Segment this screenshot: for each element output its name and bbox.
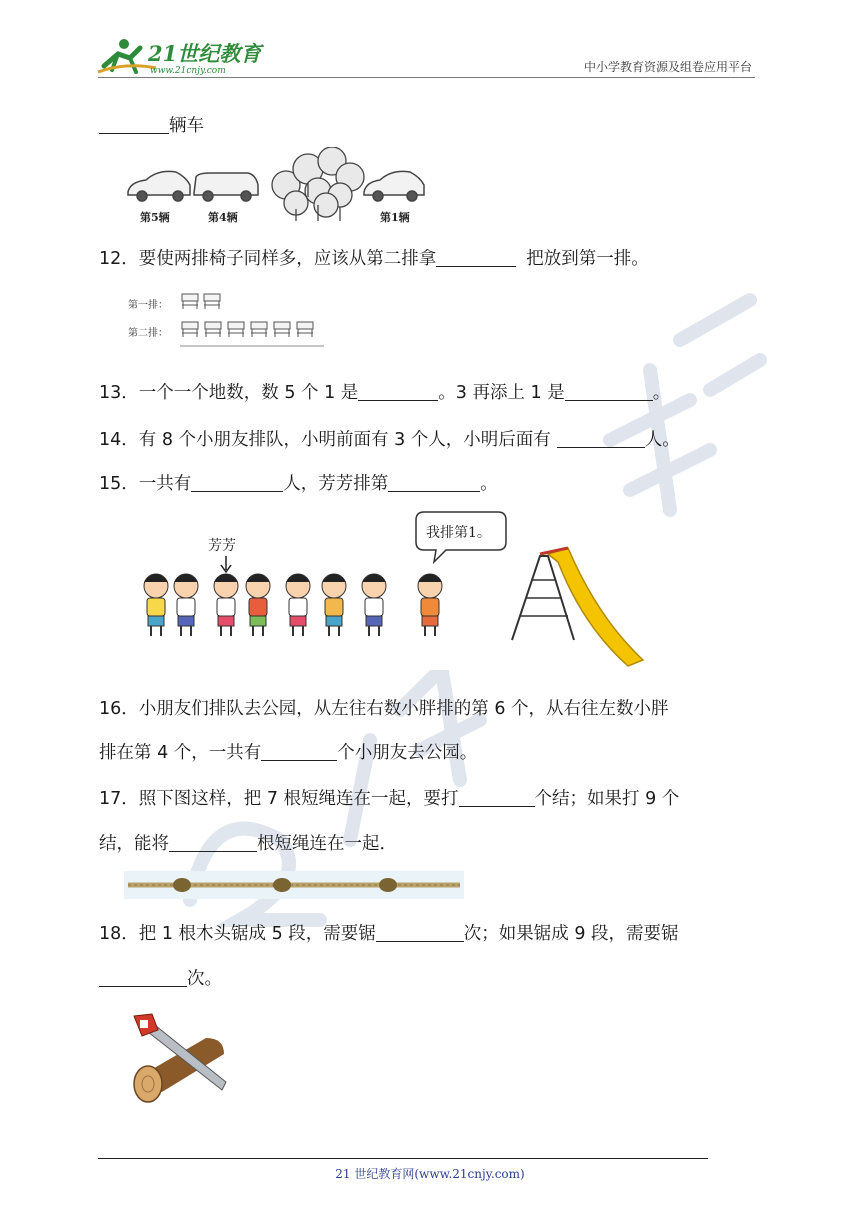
q14-blank[interactable] (557, 429, 645, 448)
header-right-text: 中小学教育资源及组卷应用平台 (583, 60, 752, 74)
chair-icon (182, 294, 198, 309)
q18-text-after: 次。 (187, 969, 222, 989)
q17-blank-2[interactable] (169, 833, 257, 852)
trees-icon (272, 147, 364, 221)
chair-icon (182, 322, 198, 337)
footer-divider (98, 1158, 708, 1159)
chair-icon (205, 322, 221, 337)
q18-blank-2[interactable] (99, 968, 187, 987)
car-icon (364, 171, 424, 201)
q15-text-middle: 人，芳芳排第 (283, 474, 389, 494)
row-label: 第二排： (128, 328, 168, 339)
q16-line-1: 16．小朋友们排队去公园，从左往右数小胖排的第 6 个，从右往左数小胖 (99, 699, 669, 719)
row-label: 第一排： (128, 300, 168, 311)
q18-line-2 (99, 967, 222, 991)
speech-text: 我排第1。 (426, 525, 491, 541)
q17-text-2: 结，能将 (99, 834, 169, 854)
q13-text-after: 。 (652, 383, 671, 403)
q17-text: 17．照下图这样，把 7 根短绳连在一起，要打 (99, 789, 459, 809)
knot-icon (273, 878, 291, 892)
q16-blank[interactable] (261, 742, 337, 761)
car-label: 第4辆 (208, 211, 238, 224)
q13-blank-1[interactable] (358, 382, 438, 401)
chair-icon (228, 322, 244, 337)
chair-icon (251, 322, 267, 337)
q12-text-after: 把放到第一排。 (526, 249, 649, 269)
q17-blank-1[interactable] (459, 788, 535, 807)
q15-line (99, 472, 498, 496)
q15-blank-1[interactable] (191, 473, 283, 492)
q13-blank-2[interactable] (565, 382, 653, 401)
q13-text-middle: 。3 再添上 1 是 (438, 383, 565, 403)
q15-blank-2[interactable] (388, 473, 480, 492)
q14-text-after: 人。 (644, 430, 680, 450)
saw-log-figure (128, 1010, 228, 1106)
chair-row-2 (182, 322, 313, 337)
header-divider (98, 77, 755, 78)
cars-figure (118, 147, 438, 227)
q14-line (99, 428, 680, 452)
q17-line-1 (99, 787, 679, 811)
q12-blank[interactable] (436, 248, 516, 267)
queue-figure (128, 508, 658, 670)
van-icon (194, 173, 258, 201)
q12-text: 12．要使两排椅子同样多，应该从第二排拿 (99, 249, 437, 269)
q18-text-middle: 次；如果锯成 9 段，需要锯 (463, 924, 679, 944)
q13-text: 13．一个一个地数，数 5 个 1 是 (99, 383, 359, 403)
q13-line (99, 381, 670, 405)
q16-line-2 (99, 741, 477, 765)
knot-icon (379, 878, 397, 892)
chairs-figure (124, 288, 334, 352)
chair-icon (274, 322, 290, 337)
q14-text: 14．有 8 个小朋友排队，小明前面有 3 个人，小明后面有 (99, 430, 551, 450)
chair-icon (204, 294, 220, 309)
chair-row-1 (182, 294, 220, 309)
rope-figure (124, 871, 464, 899)
q17-line-2 (99, 832, 397, 856)
q11-line (99, 114, 204, 138)
logo-url: www.21cnjy.com (150, 66, 226, 76)
q16-text: 排在第 4 个，一共有 (99, 743, 262, 763)
q18-text: 18．把 1 根木头锯成 5 段，需要锯 (99, 924, 376, 944)
q12-line (99, 247, 649, 271)
logo (96, 36, 266, 78)
footer-text: 21 世纪教育网(www.21cnjy.com) (335, 1167, 525, 1181)
car-label: 第1辆 (380, 211, 410, 224)
q15-text-after: 。 (480, 474, 498, 494)
q16-text-after: 个小朋友去公园。 (337, 743, 478, 763)
q11-suffix: 辆车 (169, 116, 204, 136)
q17-text-2-after: 根短绳连在一起． (257, 834, 397, 854)
logo-text: 21世纪教育 (148, 41, 262, 66)
q18-blank-1[interactable] (376, 923, 464, 942)
car-label: 第5辆 (140, 211, 170, 224)
chair-icon (297, 322, 313, 337)
q17-text-after: 个结；如果打 9 个 (534, 789, 680, 809)
q15-text: 15．一共有 (99, 474, 192, 494)
car-icon (128, 171, 190, 201)
q11-blank[interactable] (99, 115, 169, 134)
q18-line-1 (99, 922, 679, 946)
knot-icon (173, 878, 191, 892)
fangfang-label: 芳芳 (208, 538, 236, 554)
